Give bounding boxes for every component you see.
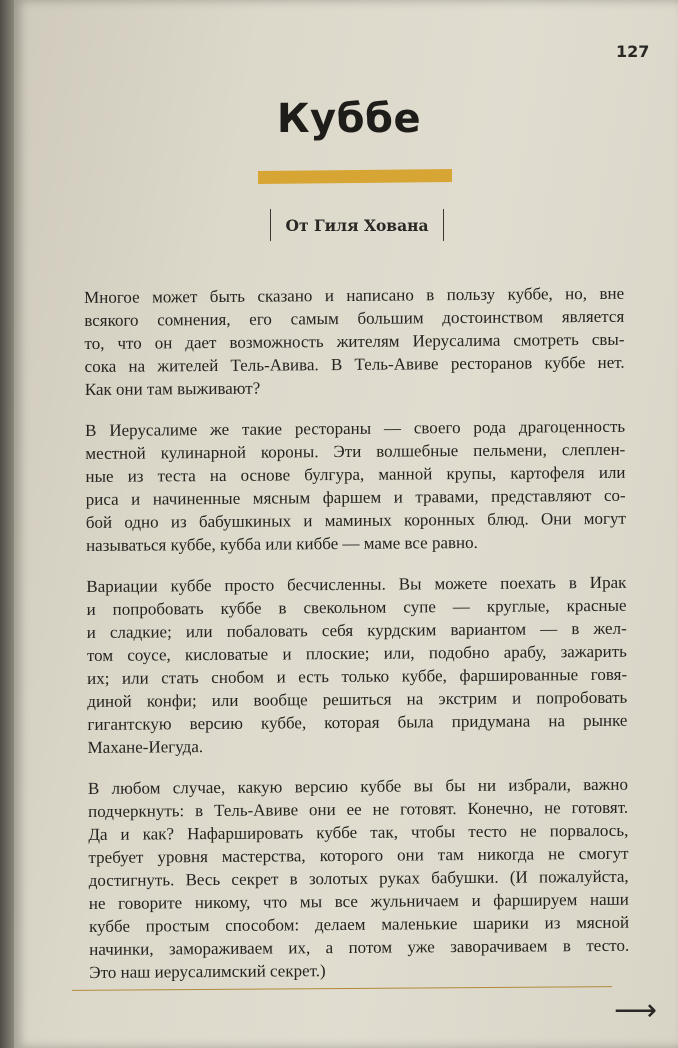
text-line: В Иерусалиме же такие рестораны — своего рода драгоценность [85, 416, 626, 440]
text-line: бой одно из бабушкиных и маминых коронных блюд. Они могут [85, 508, 626, 532]
page-title: Куббе [276, 96, 422, 142]
text-line: риса и начиненные мясным фаршем и травами, представляют со- [85, 485, 626, 509]
text-line: то, что он дает возможность жителям Иерусалима смотреть свы- [84, 329, 625, 353]
text-line: Да и как? Нафаршировать куббе так, чтобы тесто не порвалось, [88, 820, 629, 844]
text-line: диной конфи; или вообще решиться на экстрим и попробовать [87, 687, 628, 711]
book-spine-shadow [0, 0, 14, 1048]
text-line: Это наш иерусалимский секрет.) [89, 961, 326, 982]
text-line: Многое может быть сказано и написано в пользу куббе, но, вне [84, 283, 625, 307]
text-line: сока на жителей Тель-Авива. В Тель-Авиве ресторанов куббе нет. [84, 352, 625, 376]
text-line: всякого сомнения, его самым большим достоинством является [84, 306, 625, 330]
text-line: подчеркнуть: в Тель-Авиве они ее не готовят. Конечно, не готовят. [88, 797, 629, 821]
text-line: местной кулинарной короны. Эти волшебные пельмени, слеплен- [85, 439, 626, 463]
text-line: гигантскую версию куббе, которая была придумана на рынке [87, 710, 628, 734]
text-line: называться куббе, кубба или киббе — маме все равно. [85, 532, 478, 555]
text-line: и попробовать куббе в свекольном супе — круглые, красные [86, 595, 627, 619]
text-line: том соусе, кисловатые и плоские; или, подобно арабу, зажарить [86, 641, 627, 665]
text-line: Как они там выживают? [84, 378, 261, 399]
title-accent-bar [258, 169, 452, 184]
text-line: Махане-Иегуда. [87, 737, 204, 757]
paragraph [84, 282, 625, 401]
paragraph [86, 571, 627, 759]
text-line: ные из теста на основе булгура, манной крупы, картофеля или [85, 462, 626, 486]
text-line: достигнуть. Весь секрет в золотых руках бабушки. (И пожалуйста, [88, 866, 629, 890]
author-byline: От Гиля Хована [285, 215, 429, 235]
text-line: и сладкие; или побаловать себя курдским вариантом — в жел- [86, 618, 627, 642]
book-page [14, 0, 678, 1048]
text-line: не говорите никому, что мы все жульничаем и фаршируем наши [88, 889, 629, 913]
paragraph [88, 773, 630, 984]
text-line: Вариации куббе просто бесчисленны. Вы можете поехать в Ирак [86, 572, 627, 596]
text-line: их; или стать снобом и есть только куббе, фаршированные говя- [87, 664, 628, 688]
text-line: В любом случае, какую версию куббе вы бы ни избрали, важно [87, 774, 629, 798]
article-body [84, 282, 630, 1002]
byline-right-bar [443, 209, 445, 241]
byline [262, 208, 452, 242]
text-line: требует уровня мастерства, которого они там никогда не смогут [88, 843, 629, 867]
text-line: куббе простым способом: делаем маленькие шарики из мясной [88, 912, 630, 936]
page-number: 127 [616, 42, 650, 61]
text-line: начинки, замораживаем их, а потом уже заворачиваем в тесто. [89, 935, 630, 959]
paragraph [85, 415, 626, 557]
next-page-arrow-icon: ⟶ [614, 993, 658, 1028]
